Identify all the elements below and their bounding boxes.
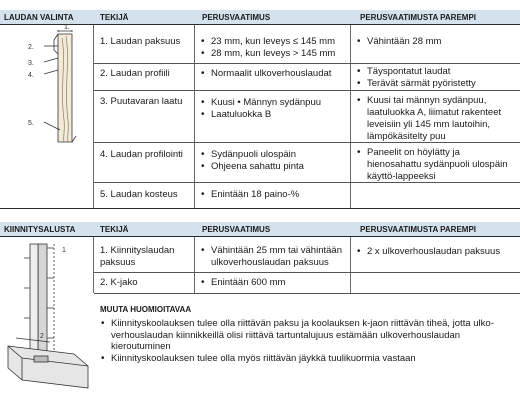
diagram-label-5: 5. — [28, 120, 34, 127]
table-row-basic — [200, 277, 348, 289]
section2-bottom-rule — [94, 293, 520, 294]
list-item: • Vähintään 28 mm — [356, 36, 516, 48]
table-row-basic — [200, 149, 348, 173]
section2-col-better-header: PERUSVAATIMUSTA PAREMPI — [360, 225, 477, 234]
fastening-base-diagram — [4, 238, 92, 398]
table-row-factor: 4. Laudan profilointi — [100, 149, 183, 160]
list-item: • 2 x ulkoverhouslaudan paksuus — [356, 246, 516, 258]
diagram-label-1: 1. — [64, 24, 70, 31]
list-item: • Täyspontatut laudat — [356, 66, 516, 78]
list-item: • Kuusi • Männyn sydänpuu — [200, 97, 348, 109]
list-item: • 23 mm, kun leveys ≤ 145 mm — [200, 36, 348, 48]
table-row-factor: 2. Laudan profiili — [100, 68, 170, 79]
table-row-factor: 2. K-jako — [100, 277, 138, 288]
section2-col-divider — [93, 237, 94, 293]
section1-col-factor-header: TEKIJÄ — [100, 13, 129, 22]
list-item: • 28 mm, kun leveys > 145 mm — [200, 48, 348, 60]
list-item: • Vähintään 25 mm tai vähintään ulkoverhouslaudan paksuus — [200, 245, 348, 269]
list-item: • Kiinnityskoolauksen tulee olla riittävän paksu ja koolauksen k-jaon riittävän tiheä, jotta ulko-verhouslaudan kiinnikkeillä olisi riittävä tartuntalujuus estämään ulkoverhouslaudan kieroutuminen — [100, 318, 510, 353]
table-row-basic — [200, 189, 348, 201]
section2-col-divider — [350, 237, 351, 293]
list-item: • Sydänpuoli ulospäin — [200, 149, 348, 161]
list-item: • Ohjeena sahattu pinta — [200, 161, 348, 173]
section2-col-factor-header: TEKIJÄ — [100, 225, 129, 234]
section1-col-divider — [350, 25, 351, 208]
list-item: • Enintään 18 paino-% — [200, 189, 348, 201]
diagram-label-3: 3. — [28, 60, 34, 67]
section1-col-better-header: PERUSVAATIMUSTA PAREMPI — [360, 13, 477, 22]
table-row-better — [356, 66, 516, 90]
section1-col-basic-header: PERUSVAATIMUS — [202, 13, 271, 22]
table-row-basic — [200, 36, 348, 60]
list-item: • Enintään 600 mm — [200, 277, 348, 289]
section1-label: LAUDAN VALINTA — [4, 13, 74, 22]
table-row-better — [356, 246, 516, 258]
row-divider — [94, 63, 520, 64]
notes-list — [100, 318, 510, 364]
section2-label: KIINNITYSALUSTA — [4, 225, 76, 234]
table-row-factor: 5. Laudan kosteus — [100, 189, 178, 200]
list-item: • Paneelit on höylätty ja hienosahattu sydänpuoli ulospäin käyttö-lappeeksi — [356, 147, 516, 183]
table-row-basic — [200, 245, 348, 269]
table-row-factor: 1. Kiinnityslaudan paksuus — [100, 245, 175, 268]
list-item: • Kiinnityskoolauksen tulee olla myös riittävän jäykkä tuulikuormia vastaan — [100, 353, 510, 365]
section2-col-divider — [194, 237, 195, 293]
row-divider — [94, 272, 520, 273]
section2-header-rule — [0, 236, 520, 237]
board-profile-diagram — [14, 24, 86, 148]
list-item: • Laatuluokka B — [200, 109, 348, 121]
section1-bottom-rule — [0, 208, 520, 209]
diagram-label-2: 2 — [40, 333, 44, 340]
section1-col-divider — [194, 25, 195, 208]
diagram-label-4: 4. — [28, 72, 34, 79]
diagram-label-1: 1 — [62, 247, 66, 254]
notes-title: MUUTA HUOMIOITAVAA — [100, 305, 192, 314]
table-row-basic — [200, 68, 348, 80]
table-row-better — [356, 36, 516, 48]
list-item: • Terävät särmät pyöristetty — [356, 78, 516, 90]
list-item: • Kuusi tai männyn sydänpuu, laatuluokka A, liimatut rakenteet leveisiin yli 145 mm lautoihin, lämpökäsitelty puu — [356, 95, 506, 143]
row-divider — [94, 90, 520, 91]
table-row-factor: 1. Laudan paksuus — [100, 36, 181, 47]
table-row-better — [356, 95, 506, 143]
section2-col-basic-header: PERUSVAATIMUS — [202, 225, 271, 234]
list-item: • Normaalit ulkoverhouslaudat — [200, 68, 348, 80]
section1-col-divider — [93, 25, 94, 208]
table-row-basic — [200, 97, 348, 121]
table-row-better — [356, 147, 516, 183]
table-row-factor: 3. Puutavaran laatu — [100, 96, 183, 107]
section1-header-rule — [0, 24, 520, 25]
diagram-label-2: 2. — [28, 44, 34, 51]
